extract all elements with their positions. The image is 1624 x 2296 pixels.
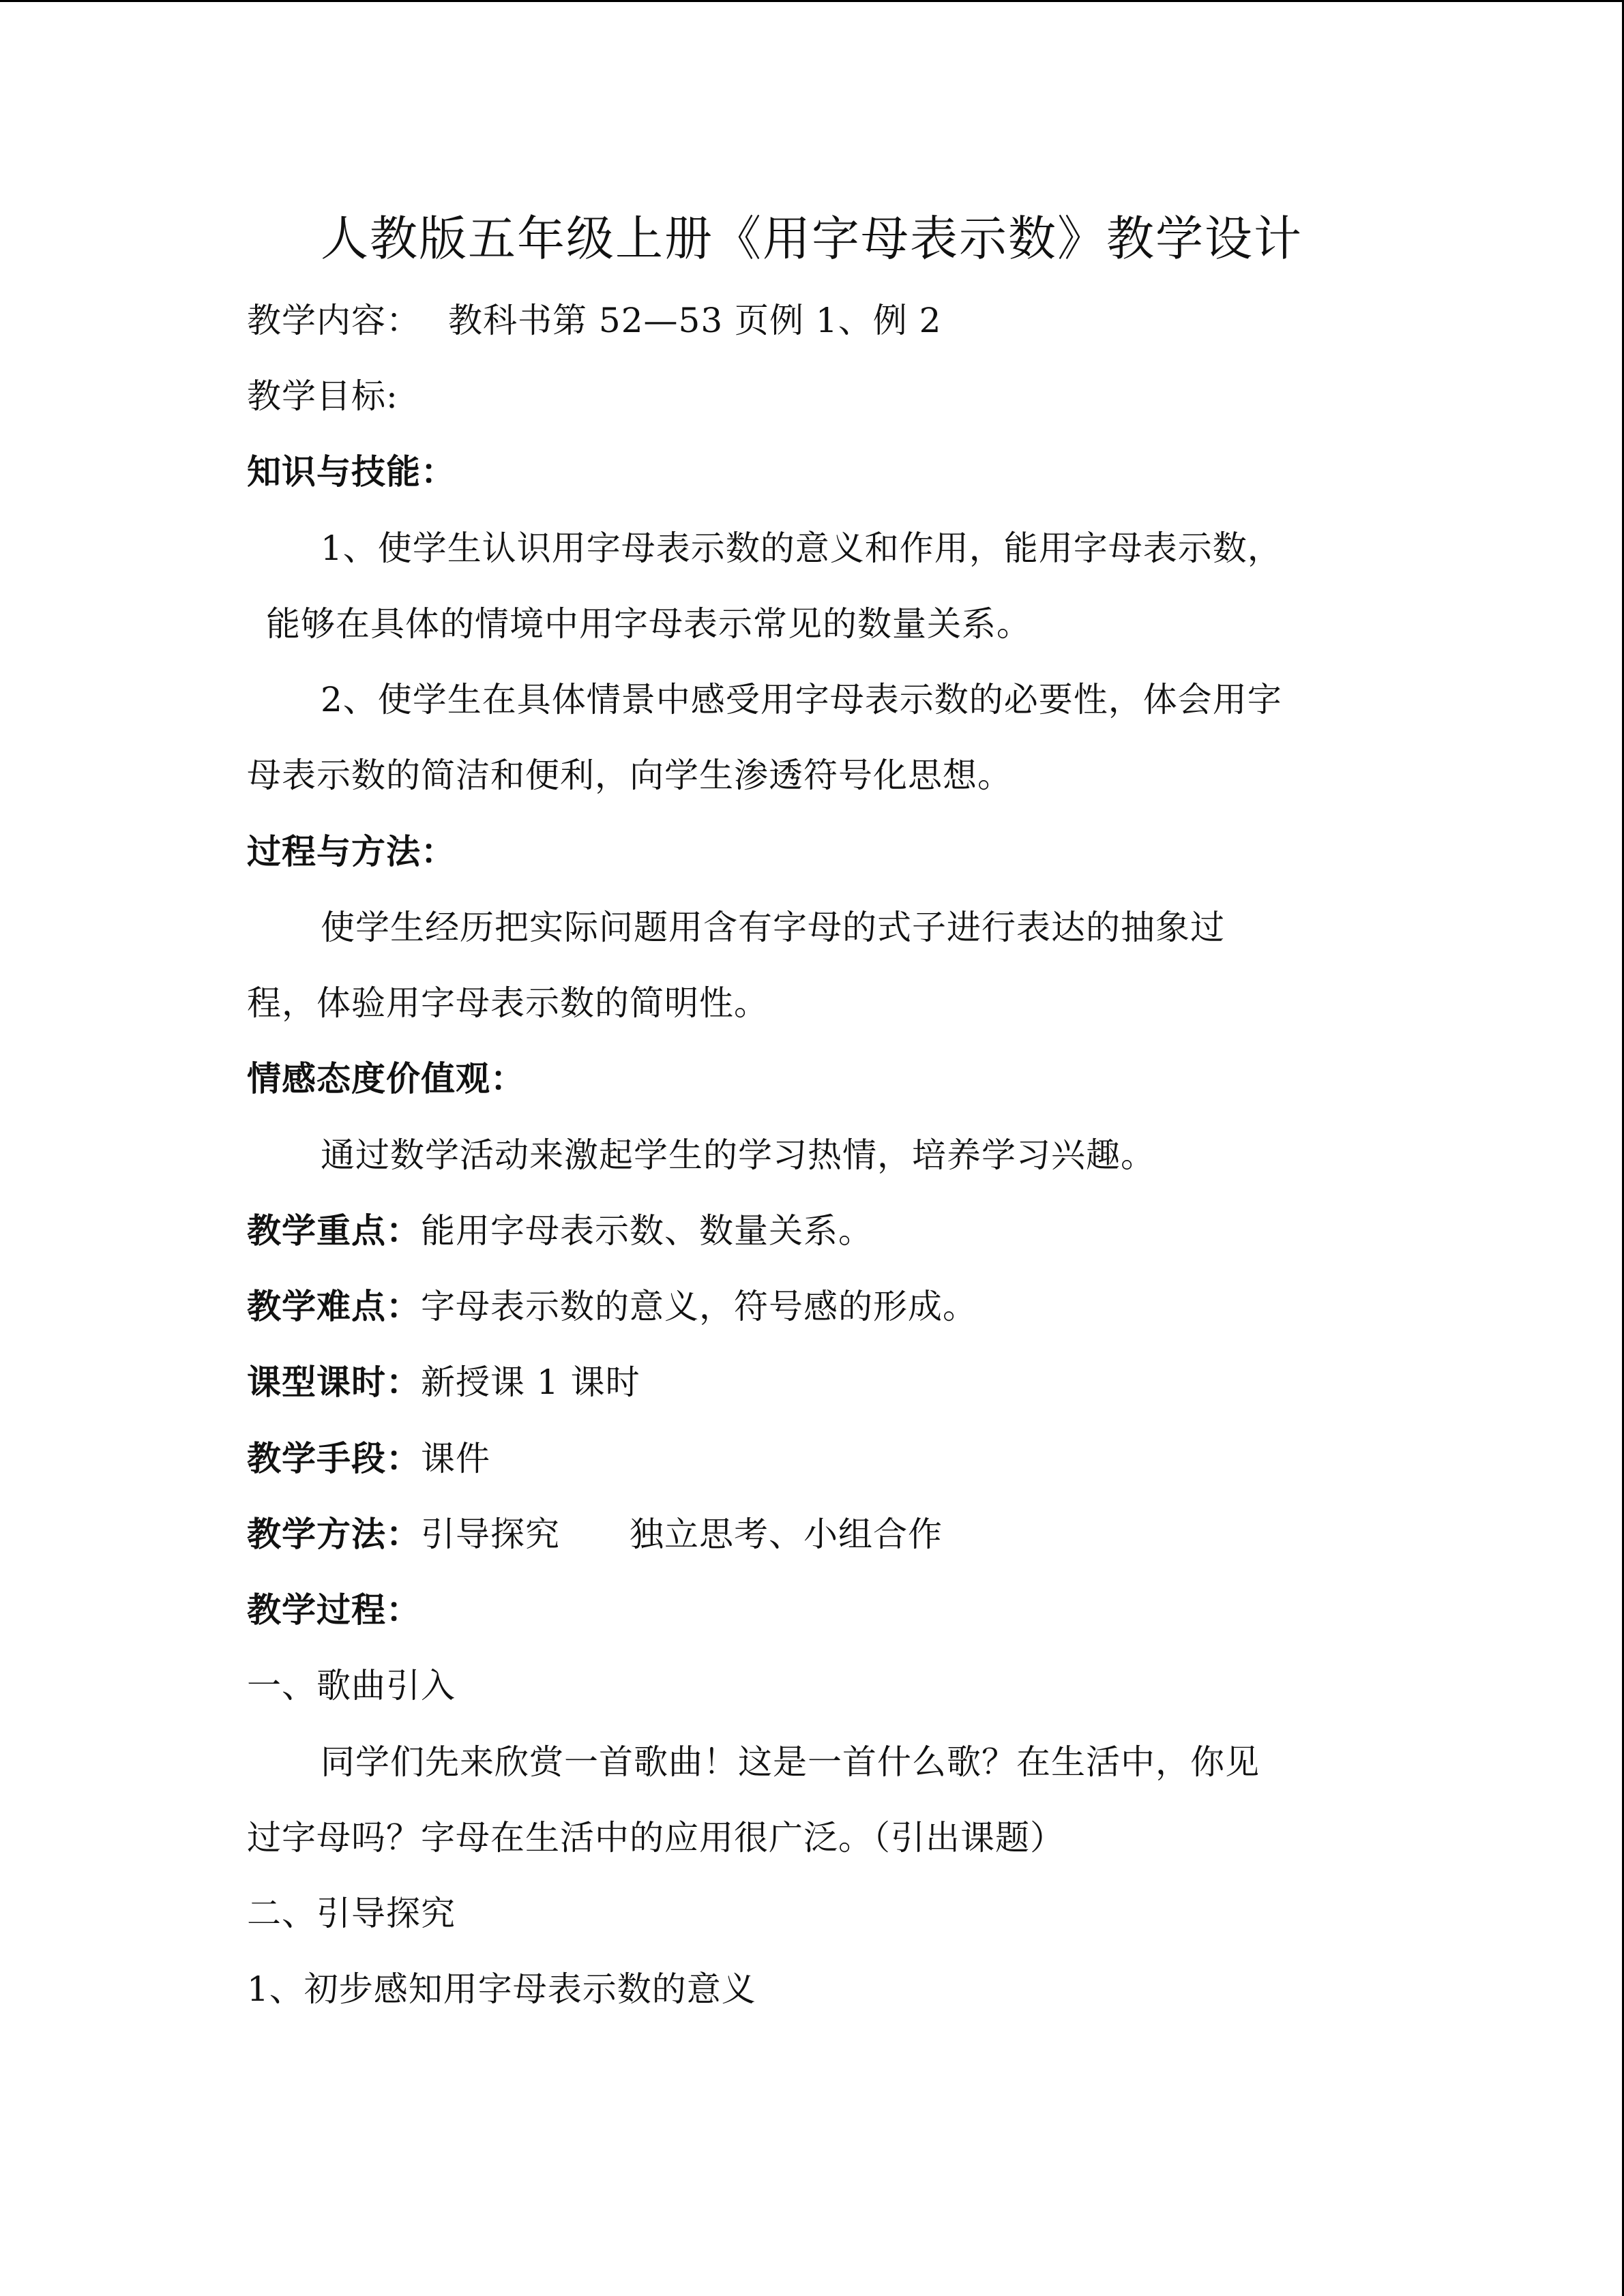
- methods-value: 引导探究 独立思考、小组合作: [421, 1515, 943, 1554]
- objectives-label: 教学目标:: [247, 376, 398, 416]
- document-title: 人教版五年级上册《用字母表示数》教学设计: [321, 211, 1303, 267]
- section2-sub1: 1、初步感知用字母表示数的意义: [247, 1969, 756, 2009]
- emotion-heading: 情感态度价值观：: [247, 1058, 525, 1099]
- difficulty-row: [247, 1286, 977, 1327]
- knowledge-item2-line1: 2、使学生在具体情景中感受用字母表示数的必要性，体会用字: [321, 680, 1282, 719]
- knowledge-skill-heading: 知识与技能：: [247, 451, 456, 492]
- process-method-heading: 过程与方法：: [247, 831, 456, 871]
- knowledge-item2-line2: 母表示数的简洁和便利，向学生渗透符号化思想。: [247, 756, 1012, 795]
- knowledge-item1-line2: 能够在具体的情境中用字母表示常见的数量关系。: [266, 604, 1031, 644]
- emotion-line1: 通过数学活动来激起学生的学习热情，培养学习兴趣。: [321, 1135, 1155, 1175]
- difficulty-value: 字母表示数的意义，符号感的形成。: [421, 1287, 977, 1326]
- section1-heading: 一、歌曲引入: [247, 1666, 456, 1705]
- section1-line1: 同学们先来欣赏一首歌曲！这是一首什么歌？在生活中，你见: [321, 1742, 1260, 1782]
- methods-label: 教学方法：: [247, 1514, 421, 1554]
- content-value: 教科书第 52—53 页例 1、例 2: [448, 301, 942, 340]
- content-row: [247, 300, 941, 341]
- means-label: 教学手段：: [247, 1438, 421, 1478]
- lesson-type-row: [247, 1362, 640, 1403]
- section1-line2: 过字母吗？字母在生活中的应用很广泛。（引出课题）: [247, 1818, 1065, 1858]
- means-value: 课件: [421, 1439, 490, 1478]
- lesson-type-label: 课型课时：: [247, 1362, 421, 1402]
- content-label: 教学内容：: [247, 301, 421, 340]
- section2-heading: 二、引导探究: [247, 1894, 456, 1933]
- process-method-line2: 程，体验用字母表示数的简明性。: [247, 983, 769, 1023]
- key-point-label: 教学重点：: [247, 1210, 421, 1251]
- key-point-value: 能用字母表示数、数量关系。: [421, 1211, 873, 1251]
- difficulty-label: 教学难点：: [247, 1286, 421, 1326]
- key-point-row: [247, 1210, 873, 1251]
- methods-row: [247, 1514, 943, 1555]
- lesson-type-value: 新授课 1 课时: [421, 1362, 640, 1402]
- process-label: 教学过程：: [247, 1590, 421, 1630]
- process-method-line1: 使学生经历把实际问题用含有字母的式子进行表达的抽象过: [321, 908, 1225, 947]
- means-row: [247, 1438, 490, 1479]
- knowledge-item1-line1: 1、使学生认识用字母表示数的意义和作用，能用字母表示数，: [321, 528, 1282, 568]
